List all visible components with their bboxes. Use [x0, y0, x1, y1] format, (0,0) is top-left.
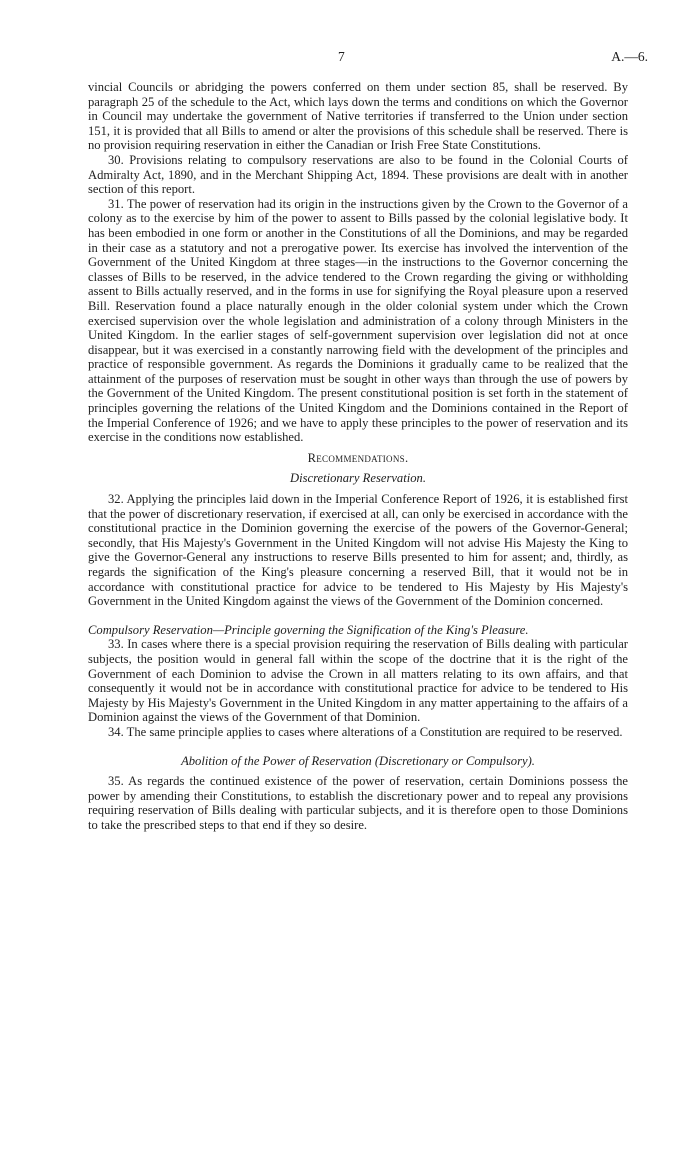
paragraph-35: 35. As regards the continued existence of the power of reservation, certain Dominions possess the power by amending their Constitutions, to establish the discretionary power and to repeal any provisions requiring reservation of Bills dealing with particular subjects, and it is therefore open to those Dominions to take the prescribed steps to that end if they so desire. — [88, 774, 628, 832]
page-number: 7 — [338, 49, 345, 64]
heading-discretionary-reservation: Discretionary Reservation. — [290, 471, 426, 486]
paragraph-31: 31. The power of reservation had its origin in the instructions given by the Crown to the Governor of a colony as to the exercise by him of the power to assent to Bills passed by the colonial legislative body. It has been embodied in one form or another in the Constitutions of all the Dominions, and may be regarded in their case as a statutory and not a prerogative power. Its exercise has involved the intervention of the Government of the United Kingdom at three stages—in the instructions to the Governor concerning the classes of Bills to be reserved, in the advice tendered to the Crown regarding the giving or withholding assent to Bills actually reserved, and in the forms in use for signifying the Royal pleasure upon a reserved Bill. Reservation found a place naturally enough in the older colonial system under which the Crown exercised supervision over the whole legislation and administration of a colony through Ministers in the United Kingdom. In the earlier stages of self-government supervision over legislation did not at once disappear, but it was exercised in a constantly narrowing field with the development of the principles and practice of responsible government. As regards the Dominions it gradually came to be realized that the attainment of the purposes of reservation must be sought in other ways than through the use of powers by the Government of the United Kingdom. The present constitutional position is set forth in the statement of principles governing the relations of the United Kingdom and the Dominions contained in the Report of the Imperial Conference of 1926; and we have to apply these principles to the power of reservation and its exercise in the conditions now established. — [88, 196, 628, 445]
page-header — [88, 49, 648, 80]
paragraph-30: 30. Provisions relating to compulsory reservations are also to be found in the Colonial Courts of Admiralty Act, 1890, and in the Merchant Shipping Act, 1894. These provisions are dealt with in another section of this report. — [88, 152, 628, 197]
heading-compulsory-reservation: Compulsory Reservation—Principle governing the Signification of the King's Pleasure. — [88, 622, 529, 637]
heading-recommendations: Recommendations. — [307, 450, 409, 465]
document-reference: A.—6. — [611, 49, 648, 64]
paragraph-continued: vincial Councils or abridging the powers conferred on them under section 85, shall be reserved. By paragraph 25 of the schedule to the Act, which lays down the terms and conditions on which the Governor in Council may undertake the government of Native territories if transferred to the Union under section 151, it is provided that all Bills to amend or alter the provisions of this schedule shall be reserved. There is no provision requiring reservation in either the Canadian or Irish Free State Constitutions. — [88, 80, 628, 153]
paragraph-34: 34. The same principle applies to cases where alterations of a Constitution are required to be reserved. — [108, 724, 623, 739]
paragraph-33: 33. In cases where there is a special provision requiring the reservation of Bills dealing with particular subjects, the position would in general fall within the scope of the doctrine that it is the right of the Government of each Dominion to advise the Crown in all matters relating to its own affairs, and that consequently it would not be in accordance with constitutional practice for advice to be tendered to His Majesty by His Majesty's Government in the United Kingdom in any matter appertaining to the affairs of a Dominion against the views of the Government of that Dominion. — [88, 637, 628, 725]
document-page — [88, 49, 648, 833]
heading-abolition-of-reservation: Abolition of the Power of Reservation (Discretionary or Compulsory). — [181, 753, 535, 768]
paragraph-32: 32. Applying the principles laid down in the Imperial Conference Report of 1926, it is established first that the power of discretionary reservation, if exercised at all, can only be exercised in accordance with the constitutional practice in the Dominion governing the exercise of the powers of the Governor-General; secondly, that His Majesty's Government in the United Kingdom will not advise His Majesty the King to give the Governor-General any instructions to reserve Bills presented to him for assent; and, thirdly, as regards the signification of the King's pleasure concerning a reserved Bill, that it would not be in accordance with constitutional practice for advice to be tendered to His Majesty by His Majesty's Government in the United Kingdom against the views of the Government of the Dominion concerned. — [88, 492, 628, 609]
